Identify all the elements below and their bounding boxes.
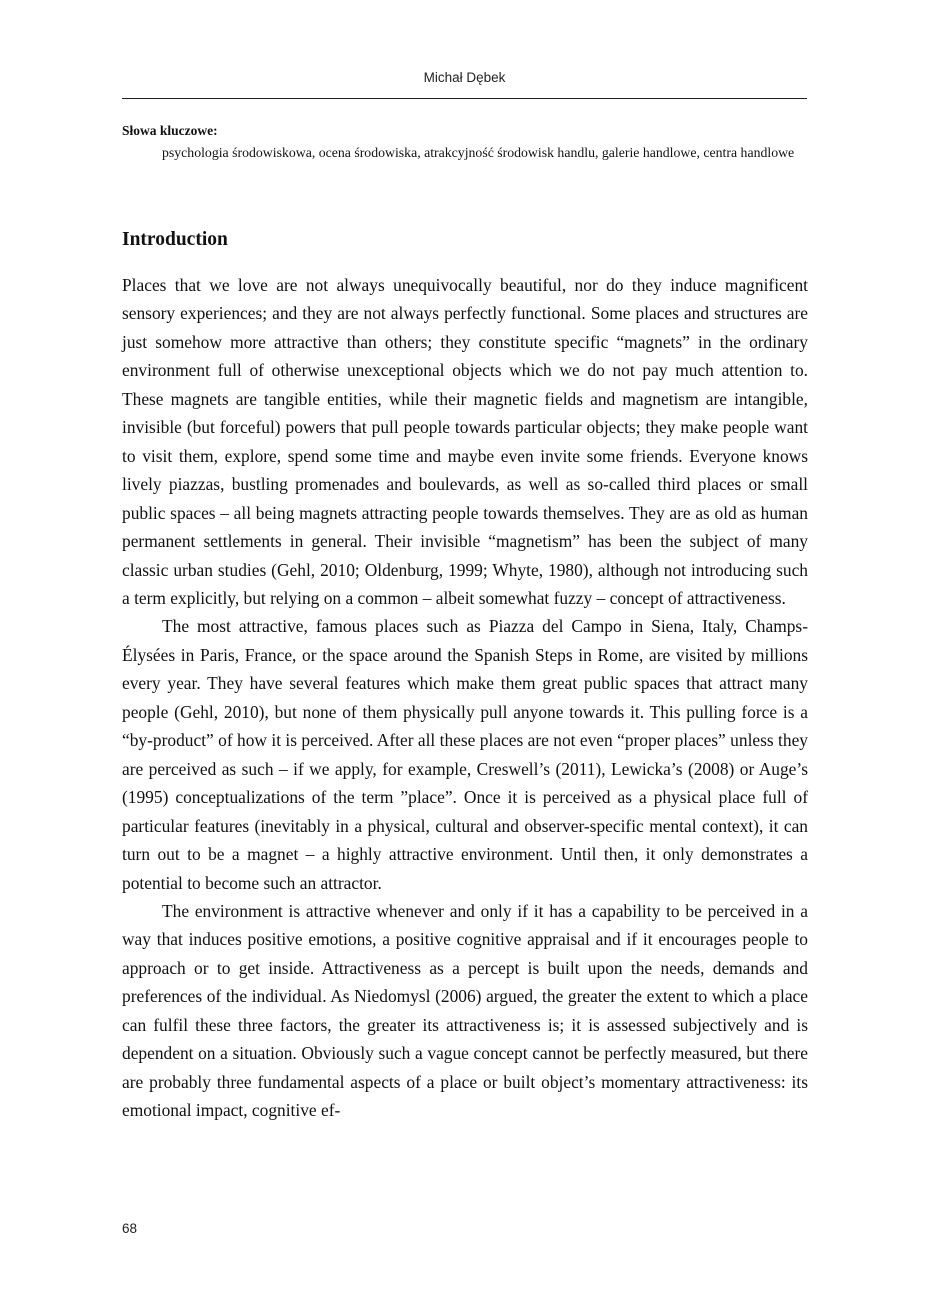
running-head-author: Michał Dębek <box>423 70 506 85</box>
paragraph: The most attractive, famous places such as Piazza del Campo in Siena, Italy, Champs-Élysées in Paris, France, or the space around the Spanish Steps in Rome, are visited by millions every year. They have several features which make them great public spaces that attract many people (Gehl, 2010), but none of them physically pull anyone towards it. This pulling force is a “by-product” of how it is perceived. After all these places are not even “proper places” unless they are perceived as such – if we apply, for example, Creswell’s (2011), Lewicka’s (2008) or Auge’s (1995) conceptualizations of the term ”place”. Once it is perceived as a physical place full of particular features (inevitably in a physical, cultural and observer-specific mental context), it can turn out to be a magnet – a highly attractive environment. Until then, it only demonstrates a potential to become such an attractor. <box>122 616 808 893</box>
body-text <box>122 271 808 1125</box>
page-number: 68 <box>122 1221 138 1236</box>
section-heading: Introduction <box>122 229 228 250</box>
keywords-text: psychologia środowiskowa, ocena środowiska, atrakcyjność środowisk handlu, galerie handlowe, centra handlowe <box>162 145 795 160</box>
paragraph: The environment is attractive whenever and only if it has a capability to be perceived in a way that induces positive emotions, a positive cognitive appraisal and if it encourages people to approach or to get inside. Attractiveness as a percept is built upon the needs, demands and preferences of the individual. As Niedomysl (2006) argued, the greater the extent to which a place can fulfil these three factors, the greater its attractiveness is; it is assessed subjectively and is dependent on a situation. Obviously such a vague concept cannot be perfectly measured, but there are probably three fundamental aspects of a place or built object’s momentary attractiveness: its emotional impact, cognitive ef- <box>122 900 808 1121</box>
paragraph: Places that we love are not always unequivocally beautiful, nor do they induce magnificent sensory experiences; and they are not always perfectly functional. Some places and structures are just somehow more attractive than others; they constitute specific “magnets” in the ordinary environment full of otherwise unexceptional objects which we do not pay much attention to. These magnets are tangible entities, while their magnetic fields and magnetism are intangible, invisible (but forceful) powers that pull people towards particular objects; they make people want to visit them, explore, spend some time and maybe even invite some friends. Everyone knows lively piazzas, bustling promenades and boulevards, as well as so-called third places or small public spaces – all being magnets attracting people towards themselves. They are as old as human permanent settlements in general. Their invisible “magnetism” has been the subject of many classic urban studies (Gehl, 2010; Oldenburg, 1999; Whyte, 1980), although not introducing such a term explicitly, but relying on a common – albeit somewhat fuzzy – concept of attractiveness. <box>122 275 808 608</box>
header-rule <box>122 98 807 99</box>
keywords-label: Słowa kluczowe: <box>122 123 218 138</box>
